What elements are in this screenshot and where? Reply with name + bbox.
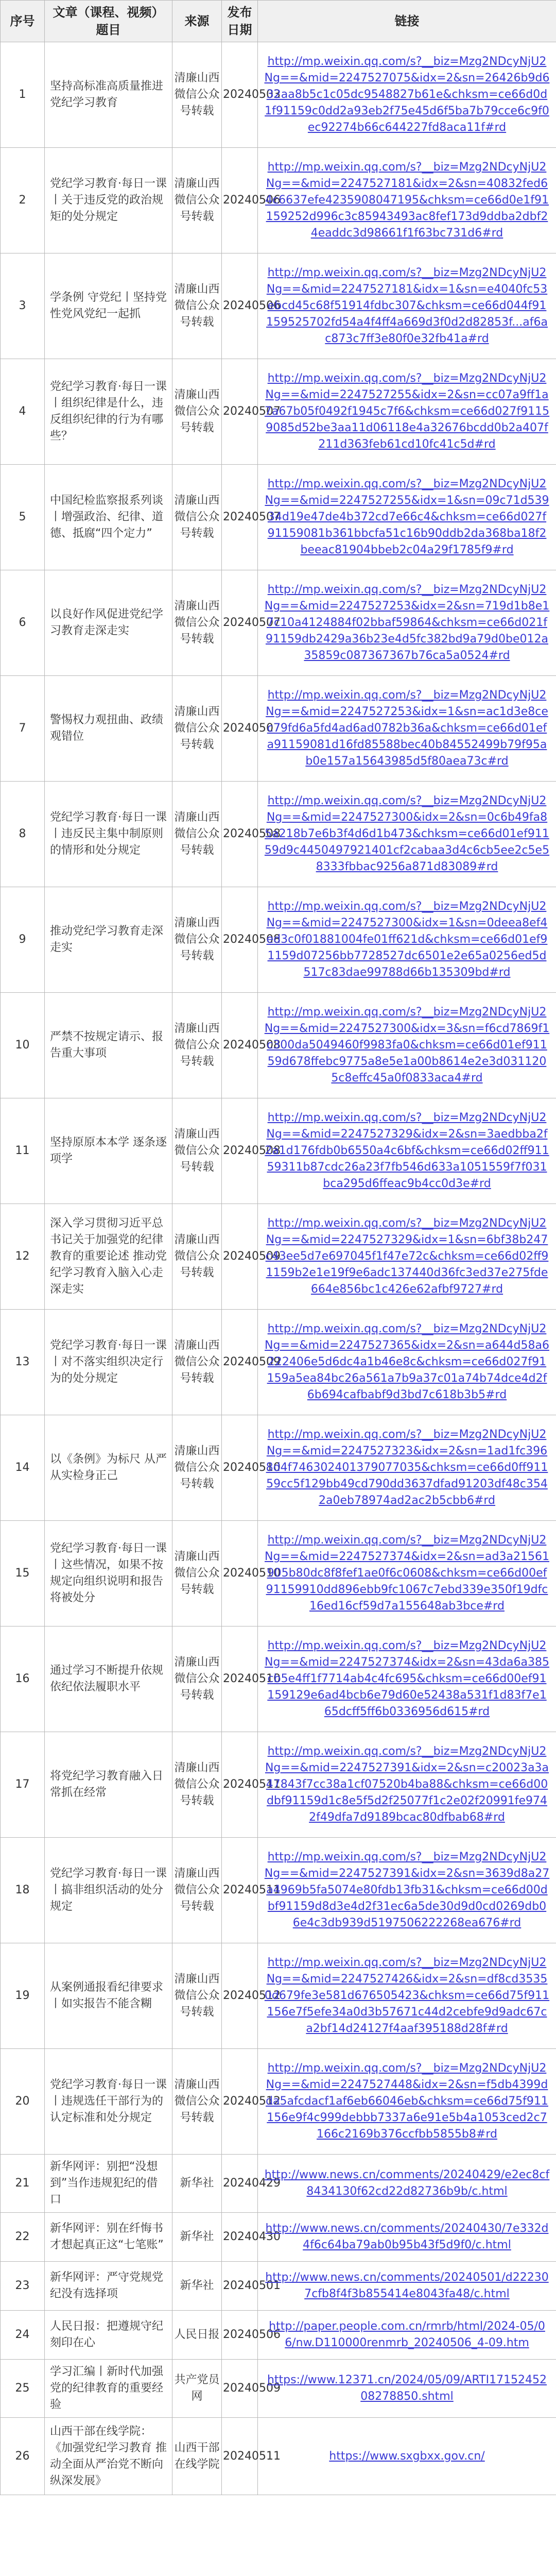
row-source: 清廉山西微信公众号转载	[172, 1098, 222, 1204]
row-link-cell	[258, 2311, 556, 2360]
table-row	[1, 1626, 556, 1732]
row-index: 25	[1, 2360, 45, 2418]
row-index: 18	[1, 1838, 45, 1943]
table-row	[1, 2155, 556, 2213]
row-link[interactable]: http://mp.weixin.qq.com/s?__biz=Mzg2NDcyNjU2Ng==&mid=2247527255&idx=1&sn=09c71d53934d19e47de4b372cd7e66c4&chksm=ce66d027f91159081b361bbcfa51c16b90ddb2da368ba18f2beeac81904bbeb2c04a29f1785f9#rd	[265, 478, 549, 556]
row-date: 20240430	[222, 2213, 258, 2262]
row-title: 党纪学习教育·每日一课丨违规选任干部行为的认定标准和处分规定	[45, 2049, 172, 2155]
row-link-cell	[258, 465, 556, 570]
table-row	[1, 1415, 556, 1521]
row-link-cell	[258, 2360, 556, 2418]
row-date: 20240507	[222, 465, 258, 570]
table-row	[1, 1521, 556, 1626]
row-link[interactable]: http://mp.weixin.qq.com/s?__biz=Mzg2NDcyNjU2Ng==&mid=2247527323&idx=2&sn=1ad1fc3968d4f746302401379077035&chksm=ce66d0ff91159cc5f129bb49cd790dd3637dfad91203df48c3542a0eb78974ad2ac2b5cbb6#rd	[266, 1428, 548, 1507]
row-source: 清廉山西微信公众号转载	[172, 359, 222, 465]
row-link[interactable]: http://mp.weixin.qq.com/s?__biz=Mzg2NDcyNjU2Ng==&mid=2247527448&idx=2&sn=f5db4399dda5afcdacf1af6eb66046eb&chksm=ce66d75f911156e9f4c999debbb7337a6e91e5b4a1053ced2c7166c2169b376ccfbb5855b8#rd	[266, 2062, 548, 2141]
row-title: 从案例通报看纪律要求丨如实报告不能含糊	[45, 1943, 172, 2049]
row-link[interactable]: http://mp.weixin.qq.com/s?__biz=Mzg2NDcyNjU2Ng==&mid=2247527374&idx=2&sn=ad3a21561905b80dc8f8fef1ae0f6c0608&chksm=ce66d00ef91159910dd896ebb9fc1067c7ebd339e350f19dfc16ed16cf59d7a155648ab3bce#rd	[265, 1534, 549, 1613]
row-link[interactable]: http://mp.weixin.qq.com/s?__biz=Mzg2NDcyNjU2Ng==&mid=2247527329&idx=1&sn=6bf38b247c43ee5d7e697045f1f47e72c&chksm=ce66d02ff91159b2e1e19f9e6adc137440d36fc3ed37e275fde664e856bc1c426e62afbf9727#rd	[265, 1217, 549, 1296]
row-source: 清廉山西微信公众号转载	[172, 1626, 222, 1732]
row-index: 4	[1, 359, 45, 465]
row-index: 5	[1, 465, 45, 570]
header-index: 序号	[1, 1, 45, 42]
row-index: 2	[1, 148, 45, 253]
row-source: 清廉山西微信公众号转载	[172, 1310, 222, 1415]
table-row	[1, 782, 556, 887]
row-source: 新华社	[172, 2262, 222, 2311]
row-link-cell	[258, 993, 556, 1098]
table-row	[1, 1943, 556, 2049]
row-index: 14	[1, 1415, 45, 1521]
row-title: 党纪学习教育·每日一课丨违反民主集中制原则的情形和处分规定	[45, 782, 172, 887]
row-date: 20240429	[222, 2155, 258, 2213]
row-link-cell	[258, 887, 556, 993]
row-link-cell	[258, 676, 556, 782]
row-title: 以《条例》为标尺 从严从实检身正己	[45, 1415, 172, 1521]
row-link[interactable]: http://mp.weixin.qq.com/s?__biz=Mzg2NDcyNjU2Ng==&mid=2247527300&idx=2&sn=0c6b49fa85a218b7e6b3f4d6d1b473&chksm=ce66d01ef91159d9c4450497921401cf2cabaa3d4c6cb5ee2c5e58333fbbac9256a871d83089#rd	[264, 794, 550, 873]
row-link-cell	[258, 2213, 556, 2262]
row-index: 17	[1, 1732, 45, 1838]
table-row	[1, 1098, 556, 1204]
row-date: 20240506	[222, 148, 258, 253]
row-title: 人民日报：把遵规守纪刻印在心	[45, 2311, 172, 2360]
row-link[interactable]: https://www.12371.cn/2024/05/09/ARTI1715245208278850.shtml	[267, 2374, 547, 2403]
row-date: 20240508	[222, 993, 258, 1098]
table-row	[1, 253, 556, 359]
row-title: 新华网评：别在纤悔书才想起真正这“七笔账”	[45, 2213, 172, 2262]
row-date: 20240512	[222, 1943, 258, 2049]
row-link-cell	[258, 359, 556, 465]
row-source: 清廉山西微信公众号转载	[172, 887, 222, 993]
row-title: 中国纪检监察报系列谈丨增强政治、纪律、道德、抵腐“四个定力”	[45, 465, 172, 570]
table-row	[1, 676, 556, 782]
row-source: 清廉山西微信公众号转载	[172, 570, 222, 676]
row-link-cell	[258, 1204, 556, 1310]
row-link-cell	[258, 782, 556, 887]
row-link[interactable]: http://mp.weixin.qq.com/s?__biz=Mzg2NDcyNjU2Ng==&mid=2247527426&idx=2&sn=df8cd35350d679fe3e581d676505423&chksm=ce66d75f911156e7f5efe34a0d3b57671c44d2cebfe9d9adc67ca2bf14d24127f4aaf395188d28f#rd	[264, 1956, 550, 2035]
row-link[interactable]: http://mp.weixin.qq.com/s?__biz=Mzg2NDcyNjU2Ng==&mid=2247527374&idx=2&sn=43da6a385cb5e4ff1f7714ab4c4fc695&chksm=ce66d00ef91159129e6ad4bcb6e79d60e52438a531f1d83f7e165dcff5ff6b0336956d615#rd	[265, 1639, 549, 1718]
row-source: 清廉山西微信公众号转载	[172, 42, 222, 148]
row-title: 深入学习贯彻习近平总书记关于加强党的纪律教育的重要论述 推动党纪学习教育入脑入心走深走实	[45, 1204, 172, 1310]
row-index: 21	[1, 2155, 45, 2213]
row-date: 20240509	[222, 1204, 258, 1310]
row-link-cell	[258, 2155, 556, 2213]
header-link: 链接	[258, 1, 556, 42]
row-date: 20240510	[222, 1415, 258, 1521]
row-date: 20240509	[222, 1310, 258, 1415]
row-source: 清廉山西微信公众号转载	[172, 676, 222, 782]
row-index: 24	[1, 2311, 45, 2360]
row-date: 20240503	[222, 42, 258, 148]
row-source: 清廉山西微信公众号转载	[172, 1943, 222, 2049]
table-row	[1, 2213, 556, 2262]
row-date: 20240506	[222, 253, 258, 359]
row-link-cell	[258, 42, 556, 148]
table-row	[1, 42, 556, 148]
row-index: 26	[1, 2418, 45, 2495]
row-title: 党纪学习教育·每日一课丨搞非组织活动的处分规定	[45, 1838, 172, 1943]
row-index: 16	[1, 1626, 45, 1732]
row-link-cell	[258, 1310, 556, 1415]
row-index: 8	[1, 782, 45, 887]
row-link[interactable]: http://mp.weixin.qq.com/s?__biz=Mzg2NDcyNjU2Ng==&mid=2247527365&idx=2&sn=a644d58a6222406e5d6dc4a1b46e8c&chksm=ce66d027f91159a5ea84bc26a561a7b9a37c01a74b74dce4d2f6b694cafbabf9d3bd7c618b3b5#rd	[265, 1323, 549, 1401]
row-link[interactable]: http://mp.weixin.qq.com/s?__biz=Mzg2NDcyNjU2Ng==&mid=2247527181&idx=2&sn=40832fed64c6637efe4235908047195&chksm=ce66d0e1f91159252d996c3c85943493ac8fef173d9ddba2dbf24eaddc3d98661f1f63bc731d6#rd	[265, 161, 549, 240]
row-link-cell	[258, 1732, 556, 1838]
row-date: 20240507	[222, 676, 258, 782]
row-date: 20240511	[222, 2418, 258, 2495]
row-date: 20240507	[222, 359, 258, 465]
row-title: 坚持高标准高质量推进党纪学习教育	[45, 42, 172, 148]
row-date: 20240512	[222, 2049, 258, 2155]
row-index: 3	[1, 253, 45, 359]
table-row	[1, 2262, 556, 2311]
row-index: 12	[1, 1204, 45, 1310]
row-link[interactable]: http://mp.weixin.qq.com/s?__biz=Mzg2NDcyNjU2Ng==&mid=2247527329&idx=2&sn=3aedbba2f2a1d176fdb0b6550a4c6bf&chksm=ce66d02ff91159311b87cdc26a23f7fb546d633a1051559f7f031bca295d6ffeac9b4cc0d3e#rd	[265, 1111, 549, 1190]
row-index: 9	[1, 887, 45, 993]
row-title: 学习汇编丨新时代加强党的纪律教育的重要经验	[45, 2360, 172, 2418]
row-source: 山西干部在线学院	[172, 2418, 222, 2495]
row-date: 20240501	[222, 2262, 258, 2311]
row-source: 清廉山西微信公众号转载	[172, 993, 222, 1098]
row-index: 20	[1, 2049, 45, 2155]
row-date: 20240511	[222, 1732, 258, 1838]
row-index: 22	[1, 2213, 45, 2262]
row-date: 20240508	[222, 782, 258, 887]
row-source: 清廉山西微信公众号转载	[172, 2049, 222, 2155]
row-link[interactable]: http://mp.weixin.qq.com/s?__biz=Mzg2NDcyNjU2Ng==&mid=2247527391&idx=2&sn=3639d8a27a4969b5fa5074e80fdb13fb31&chksm=ce66d00dbf91159d8d3e4d2f31ec6a5de30d9d0cd0269db06e4c3db939d5197506222268ea676#rd	[264, 1851, 550, 1929]
table-row	[1, 993, 556, 1098]
row-title: 推动党纪学习教育走深走实	[45, 887, 172, 993]
row-link-cell	[258, 1838, 556, 1943]
row-link-cell	[258, 148, 556, 253]
row-source: 人民日报	[172, 2311, 222, 2360]
row-date: 20240510	[222, 1626, 258, 1732]
row-source: 清廉山西微信公众号转载	[172, 1732, 222, 1838]
row-link-cell	[258, 570, 556, 676]
row-link[interactable]: http://mp.weixin.qq.com/s?__biz=Mzg2NDcyNjU2Ng==&mid=2247527300&idx=1&sn=0deea8ef4ed3c0f01881004fe01ff621d&chksm=ce66d01ef91159d07256bb7728527dc6501e2e65a0256ed5d517c83dae99788d66b135309bd#rd	[266, 900, 548, 979]
row-source: 清廉山西微信公众号转载	[172, 465, 222, 570]
table-row	[1, 2049, 556, 2155]
header-source: 来源	[172, 1, 222, 42]
row-title: 山西干部在线学院：《加强党纪学习教育 推动全面从严治党不断向纵深发展》	[45, 2418, 172, 2495]
row-link-cell	[258, 1521, 556, 1626]
row-source: 新华社	[172, 2213, 222, 2262]
row-title: 党纪学习教育·每日一课丨关于违反党的政治规矩的处分规定	[45, 148, 172, 253]
row-title: 以良好作风促进党纪学习教育走深走实	[45, 570, 172, 676]
row-title: 坚持原原本本学 逐条逐项学	[45, 1098, 172, 1204]
table-row	[1, 359, 556, 465]
row-link[interactable]: http://www.news.cn/comments/20240501/d222307cfb8f4f3b855414e8043fa48/c.html	[265, 2271, 549, 2300]
row-source: 清廉山西微信公众号转载	[172, 1521, 222, 1626]
row-link[interactable]: http://mp.weixin.qq.com/s?__biz=Mzg2NDcyNjU2Ng==&mid=2247527253&idx=2&sn=719d1b8e17c10a4124884f02bbaf59864&chksm=ce66d021f91159db2429a36b23e4d5fc382bd9a79d0be012a35859c087367367b76ca5a0524#rd	[264, 583, 550, 662]
table-row	[1, 1310, 556, 1415]
row-source: 共产党员网	[172, 2360, 222, 2418]
row-date: 20240510	[222, 1521, 258, 1626]
row-link[interactable]: http://mp.weixin.qq.com/s?__biz=Mzg2NDcyNjU2Ng==&mid=2247527300&idx=3&sn=f6cd7869f1c300da5049460f9983fa0&chksm=ce66d01ef91159d678ffebc9775a8e5e1a00b8614e2e3d0311205c8effc45a0f0833aca4#rd	[264, 1006, 550, 1084]
row-index: 19	[1, 1943, 45, 2049]
row-index: 7	[1, 676, 45, 782]
row-link[interactable]: http://mp.weixin.qq.com/s?__biz=Mzg2NDcyNjU2Ng==&mid=2247527075&idx=2&sn=26426b9d632aa8b5c1c05dc9548827b61e&chksm=ce66d0d1f91159c0dd2a93eb2f75e45d6f5ba7b79cce6c9f0ec92274b66c644227fd8aca11f#rd	[264, 55, 550, 134]
row-title: 党纪学习教育·每日一课丨对不落实组织决定行为的处分规定	[45, 1310, 172, 1415]
row-link-cell	[258, 2262, 556, 2311]
table-header-row	[1, 1, 556, 42]
row-date: 20240509	[222, 2360, 258, 2418]
row-source: 清廉山西微信公众号转载	[172, 1838, 222, 1943]
table-row	[1, 148, 556, 253]
row-link[interactable]: http://mp.weixin.qq.com/s?__biz=Mzg2NDcyNjU2Ng==&mid=2247527253&idx=1&sn=ac1d3e8cec79fd6a5fd4ad6ad0782b36a&chksm=ce66d01efa91159081d16fd85588bec40b84552499b79f95ab0e157a15643985d5f80aea73c#rd	[266, 689, 548, 768]
table-row	[1, 1732, 556, 1838]
row-title: 将党纪学习教育融入日常抓在经常	[45, 1732, 172, 1838]
header-title: 文章（课程、视频）题目	[45, 1, 172, 42]
row-title: 党纪学习教育·每日一课丨这些情况，如果不按规定向组织说明和报告将被处分	[45, 1521, 172, 1626]
table-row	[1, 465, 556, 570]
row-source: 清廉山西微信公众号转载	[172, 253, 222, 359]
row-date: 20240506	[222, 2311, 258, 2360]
row-index: 15	[1, 1521, 45, 1626]
table-row	[1, 2418, 556, 2495]
row-index: 13	[1, 1310, 45, 1415]
row-title: 警惕权力观扭曲、政绩观错位	[45, 676, 172, 782]
row-date: 20240508	[222, 887, 258, 993]
row-source: 清廉山西微信公众号转载	[172, 148, 222, 253]
row-date: 20240508	[222, 1098, 258, 1204]
row-title: 学条例 守党纪丨坚持党性党风党纪一起抓	[45, 253, 172, 359]
row-index: 10	[1, 993, 45, 1098]
row-link-cell	[258, 1626, 556, 1732]
row-title: 通过学习不断提升依规依纪依法履职水平	[45, 1626, 172, 1732]
row-link[interactable]: http://www.news.cn/comments/20240430/7e332d4f6c64ba79ab0b95b43f5d9f0/c.html	[265, 2222, 549, 2251]
row-source: 新华社	[172, 2155, 222, 2213]
row-link[interactable]: https://www.sxgbxx.gov.cn/	[329, 2449, 485, 2463]
row-index: 6	[1, 570, 45, 676]
row-link[interactable]: http://www.news.cn/comments/20240429/e2ec8cf8434130f62cd22d82736b9b/c.html	[264, 2168, 550, 2198]
row-source: 清廉山西微信公众号转载	[172, 1204, 222, 1310]
row-link-cell	[258, 2418, 556, 2495]
row-link-cell	[258, 1415, 556, 1521]
row-link-cell	[258, 1098, 556, 1204]
row-source: 清廉山西微信公众号转载	[172, 1415, 222, 1521]
row-title: 党纪学习教育·每日一课丨组织纪律是什么，违反组织纪律的行为有哪些？	[45, 359, 172, 465]
row-title: 新华网评：严守党规党纪没有选择项	[45, 2262, 172, 2311]
row-index: 11	[1, 1098, 45, 1204]
table-row	[1, 2360, 556, 2418]
row-source: 清廉山西微信公众号转载	[172, 782, 222, 887]
table-row	[1, 887, 556, 993]
row-link[interactable]: http://paper.people.com.cn/rmrb/html/2024-05/06/nw.D110000renmrb_20240506_4-09.htm	[269, 2320, 545, 2349]
row-link-cell	[258, 2049, 556, 2155]
table-row	[1, 2311, 556, 2360]
row-link[interactable]: http://mp.weixin.qq.com/s?__biz=Mzg2NDcyNjU2Ng==&mid=2247527255&idx=2&sn=cc07a9ff1a7a67b05f0492f1945c7f6&chksm=ce66d027f91159085d52be3aa11d06118e4a32676bcdd0b2a407f211d363feb61cd10fc41c5d#rd	[264, 372, 550, 451]
header-date: 发布日期	[222, 1, 258, 42]
row-date: 20240507	[222, 570, 258, 676]
row-link[interactable]: http://mp.weixin.qq.com/s?__biz=Mzg2NDcyNjU2Ng==&mid=2247527391&idx=2&sn=c20023a3a47843f7cc38a1cf07520b4ba88&chksm=ce66d00dbf91159d1c8e5f5d2f25077f1c2e02f20991fe9742f49dfa7d9189bcac80dfbab68#rd	[265, 1745, 549, 1824]
row-index: 23	[1, 2262, 45, 2311]
row-index: 1	[1, 42, 45, 148]
table-row	[1, 1838, 556, 1943]
row-date: 20240511	[222, 1838, 258, 1943]
table-row	[1, 570, 556, 676]
row-link-cell	[258, 253, 556, 359]
table-row	[1, 1204, 556, 1310]
row-link[interactable]: http://mp.weixin.qq.com/s?__biz=Mzg2NDcyNjU2Ng==&mid=2247527181&idx=1&sn=e4040fc53ebcd45c68f51914fdbc307&chksm=ce66d044f91159525702fd54a4f4ff4a669d3f0d2d82853f...af6ac873c7ff3e80f0e32fb41a#rd	[266, 266, 548, 345]
row-title: 新华网评：别把“没想到”当作违规犯纪的借口	[45, 2155, 172, 2213]
row-title: 严禁不按规定请示、报告重大事项	[45, 993, 172, 1098]
row-link-cell	[258, 1943, 556, 2049]
